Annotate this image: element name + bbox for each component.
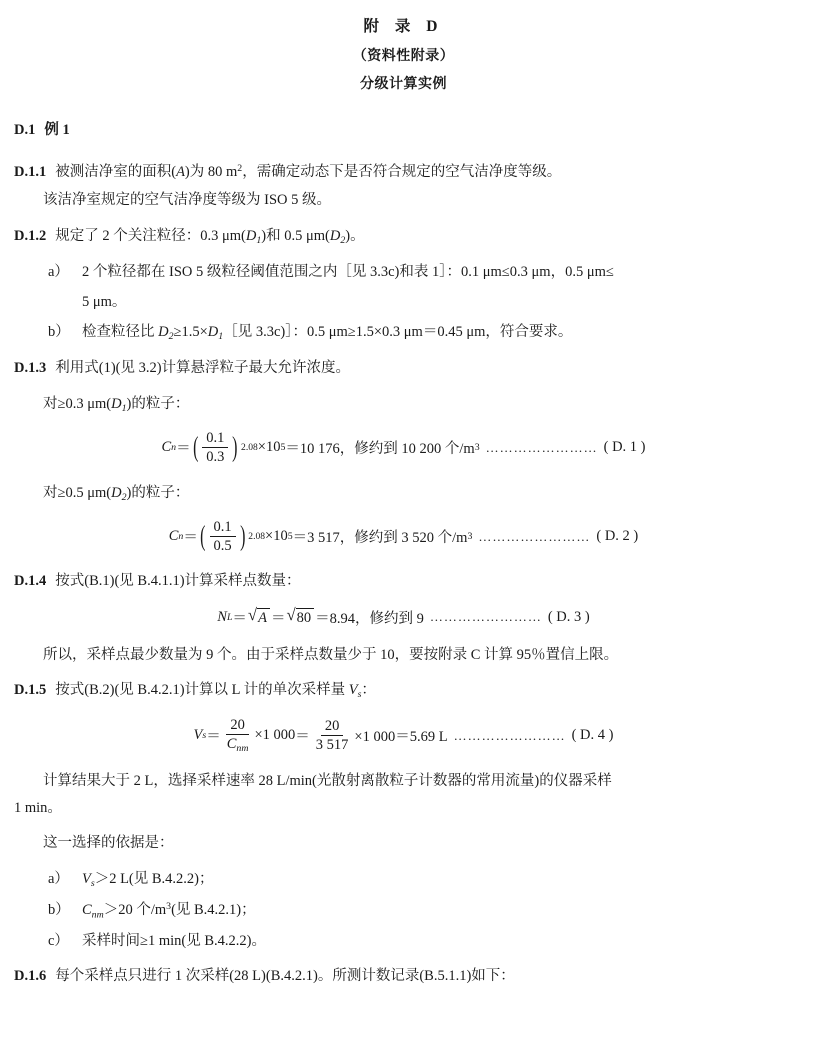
eq4-denominator-1 (223, 735, 253, 754)
eq1-fraction (202, 430, 228, 465)
clause-d1-5-continued-1 (14, 770, 793, 792)
sub-item-d15-a-label: a） (48, 870, 69, 887)
eq1-lhs-sub: n (171, 442, 177, 454)
eq2-result: ＝3 517，修约到 3 520 个/m (292, 530, 468, 547)
eq4-equals-2: ＝ (295, 729, 310, 746)
eq3-equals: ＝ (232, 610, 247, 627)
eq3-lhs-sub: L (226, 611, 233, 623)
eq1-times: ×10 (257, 439, 281, 456)
eq3-radicand-1: A (257, 608, 270, 627)
eq2-lhs-sub: n (178, 531, 184, 543)
eq4-equals: ＝ (206, 729, 221, 746)
clause-d1-1-continued: 该洁净室规定的空气洁净度等级为 ISO 5 级。 (43, 192, 331, 209)
d13-line1-a: 对≥0.3 μm( (43, 395, 112, 412)
equation-d1-body (161, 430, 645, 465)
clause-d1-1-text-a: 被测洁净室的面积( (55, 164, 177, 181)
var-D2-l2-sub: 2 (121, 491, 127, 503)
sub-item-a-text (82, 261, 793, 314)
appendix-name: 分级计算实例 (360, 77, 447, 92)
var-D1-l1-sub: 1 (121, 402, 127, 414)
clause-d1-5 (14, 679, 793, 702)
equation-d2-body (169, 519, 639, 554)
sub-item-a-line2: 5 μm。 (82, 294, 127, 311)
sub-item-b-text-a: 检查粒径比 (82, 324, 159, 341)
eq1-denominator: 0.3 (206, 449, 225, 466)
var-Cnm-sub: nm (91, 908, 104, 920)
eq4-denominator-sub: nm (236, 743, 249, 755)
clause-d1-3-text: 利用式(1)(见 3.2)计算悬浮粒子最大允许浓度。 (55, 360, 351, 377)
eq2-number: ( D. 2 ) (596, 528, 639, 545)
eq2-equals: ＝ (183, 530, 198, 547)
var-D1-b: D (207, 324, 219, 341)
clause-d1-2-sublist (14, 261, 793, 345)
equation-d1 (14, 430, 793, 465)
d15-cont-a: 计算结果大于 2 L，选择采样速率 28 L/min(光散射离散粒子计数器的常用流量)的仪器采样 (43, 773, 612, 790)
var-D1-l1: D (111, 395, 122, 412)
clause-d1-4-continued: 所以，采样点最少数量为 9 个。由于采样点数量少于 10，要按附录 C 计算 95％置信上限。 (43, 646, 619, 663)
d15-text-b: ： (361, 682, 376, 699)
eq1-power: 5 (280, 442, 286, 454)
equation-d3 (14, 607, 793, 628)
equation-d2 (14, 519, 793, 554)
sub-item-d15-a-text (82, 868, 793, 892)
clause-d1-5-number: D.1.5 (14, 682, 47, 699)
eq3-sqrt-A (248, 607, 270, 627)
eq2-times: ×10 (265, 528, 288, 545)
eq3-result: ＝8.94，修约到 9 (315, 610, 424, 627)
sub-item-b-text (82, 321, 793, 345)
clause-d1-3 (14, 357, 793, 379)
eq2-leader-dots: …………………… (478, 528, 591, 544)
sub-item-d15-b-text (82, 899, 793, 923)
var-Vs-sub: s (357, 689, 362, 701)
sub-item-a-label: a） (48, 263, 69, 280)
eq3-equals-2: ＝ (270, 610, 286, 627)
var-D2-sub: 2 (340, 234, 346, 246)
eq2-numerator: 0.1 (210, 519, 236, 537)
var-D2-b: D (158, 324, 169, 341)
appendix-heading (14, 14, 793, 93)
d13-line2-a: 对≥0.5 μm( (43, 484, 112, 501)
clause-d1-5-sublist (14, 868, 793, 953)
eq2-paren-right: ) (239, 520, 246, 553)
sub-item-d15-a (14, 868, 793, 892)
var-D1-sub: 1 (256, 234, 262, 246)
var-Cnm: C (82, 901, 92, 918)
sub-item-b-text-b: ≥1.5× (173, 324, 208, 341)
eq1-lhs: C (161, 439, 172, 456)
eq4-denominator-2: 3 517 (315, 737, 349, 754)
clause-d1-2-text (55, 225, 793, 248)
eq2-paren-group (198, 519, 247, 554)
appendix-type: （资料性附录） (352, 49, 455, 64)
clause-d1-3-line1 (14, 393, 793, 416)
eq1-exponent: 2.08 (241, 442, 258, 454)
sub-item-d15-a-rest: ＞2 L(见 B.4.2.2)； (94, 870, 214, 887)
sub-item-b-label: b） (48, 324, 70, 341)
clause-d1-6 (14, 965, 793, 987)
var-D2: D (329, 227, 341, 244)
sub-item-b-text-c: ［见 3.3c)］：0.5 μm≥1.5×0.3 μm＝0.45 μm，符合要求。 (223, 324, 573, 341)
clause-d1-1-number: D.1.1 (14, 164, 47, 181)
sub-item-d15-b-label: b） (48, 901, 70, 918)
clause-d1-1-text-c: ，需确定动态下是否符合规定的空气洁净度等级。 (242, 164, 562, 181)
eq2-paren-left: ( (200, 520, 206, 553)
sub-item-d15-b-rest: ＞20 个/m (103, 901, 167, 918)
clause-d1-2-number: D.1.2 (14, 227, 47, 244)
unit-exponent: 2 (237, 163, 243, 175)
sub-item-a (14, 261, 793, 314)
clause-d1-6-text: 每个采样点只进行 1 次采样(28 L)(B.4.2.1)。所测计数记录(B.5.1.1)如下： (55, 967, 515, 984)
eq1-paren-group (191, 430, 240, 465)
clause-d1-3-number: D.1.3 (14, 360, 47, 377)
sub-item-b (14, 321, 793, 345)
clause-d1-5-continued-3: 这一选择的依据是： (43, 835, 174, 852)
var-D1-b-sub: 1 (218, 331, 224, 343)
eq3-leader-dots: …………………… (429, 609, 542, 625)
eq1-paren-left: ( (192, 431, 199, 464)
clause-d1-4-text: 按式(B.1)(见 B.4.1.1)计算采样点数量： (55, 573, 301, 590)
var-Vs: V (348, 682, 358, 699)
eq2-exponent: 2.08 (248, 531, 266, 543)
eq1-number: ( D. 1 ) (603, 439, 646, 456)
eq4-denominator-var: C (226, 736, 237, 753)
var-D1: D (245, 227, 257, 244)
d13-line2-b: )的粒子： (126, 484, 190, 501)
clause-d1-4-number: D.1.4 (14, 573, 47, 590)
eq1-numerator: 0.1 (202, 430, 228, 448)
eq4-times-1: ×1 000 (254, 727, 296, 744)
var-D2-l2: D (111, 484, 122, 501)
sub-item-d15-b (14, 899, 793, 923)
eq4-lhs-sub: s (202, 730, 207, 742)
clause-d1-3-line2 (14, 482, 793, 505)
equation-d4 (14, 717, 793, 754)
eq3-number: ( D. 3 ) (547, 608, 590, 625)
eq4-times-2: ×1 000＝5.69 L (354, 729, 448, 746)
var-A: A (176, 164, 185, 181)
eq2-result-sup: 3 (467, 531, 473, 543)
clause-d1-1-text-b: )为 80 m (184, 164, 238, 181)
var-Vs-a-sub: s (90, 877, 95, 889)
eq3-radical-1: √ (247, 605, 258, 625)
clause-d1-2-text-b: )和 0.5 μm( (261, 227, 330, 244)
sub-item-d15-c-label: c） (48, 932, 69, 949)
eq3-radicand-2: 80 (296, 608, 315, 627)
clause-d1-5-text (55, 679, 793, 702)
eq1-paren-right: ) (232, 431, 238, 464)
sub-item-d15-b-sup: 3 (166, 900, 172, 912)
eq4-fraction-1 (223, 717, 253, 754)
clause-d1-1-text (55, 161, 793, 184)
d13-line1-b: )的粒子： (126, 395, 190, 412)
clause-d1-6-number: D.1.6 (14, 967, 47, 984)
eq4-number: ( D. 4 ) (571, 727, 614, 744)
clause-d1-2-text-c: )。 (345, 227, 365, 244)
appendix-title: 附 录 D (363, 18, 444, 35)
eq4-lhs: V (193, 727, 203, 744)
sub-item-d15-b-rest2: (见 B.4.2.1)； (171, 901, 256, 918)
eq2-power: 5 (287, 531, 293, 543)
eq2-denominator: 0.5 (213, 538, 232, 555)
var-Vs-a: V (82, 870, 91, 887)
eq3-lhs: N (217, 608, 227, 625)
section-d1 (14, 119, 793, 141)
clause-d1-5-continued-2: 1 min。 (14, 799, 62, 816)
eq2-fraction (210, 519, 236, 554)
eq1-equals: ＝ (176, 441, 191, 458)
var-D2-b-sub: 2 (168, 331, 174, 343)
eq1-result-sup: 3 (474, 442, 480, 454)
eq4-fraction-2 (312, 718, 353, 753)
eq3-radical-2: √ (286, 605, 296, 625)
section-d1-title: 例 1 (44, 122, 70, 138)
clause-d1-2 (14, 225, 793, 248)
section-d1-number: D.1 (14, 122, 36, 138)
clause-d1-1 (14, 161, 793, 184)
sub-item-d15-c-text: 采样时间≥1 min(见 B.4.2.2)。 (82, 932, 266, 949)
sub-item-a-line1: 2 个粒径都在 ISO 5 级粒径阈值范围之内［见 3.3c)和表 1］：0.1 μm≤0.3 μm，0.5 μm≤ (82, 263, 614, 280)
eq4-numerator-1: 20 (226, 717, 249, 735)
equation-d4-body (194, 717, 614, 754)
clause-d1-4 (14, 570, 793, 592)
eq2-lhs: C (168, 528, 179, 545)
clause-d1-2-text-a: 规定了 2 个关注粒径：0.3 μm( (55, 227, 246, 244)
eq4-numerator-2: 20 (321, 718, 344, 736)
d15-text-a: 按式(B.2)(见 B.4.2.1)计算以 L 计的单次采样量 (55, 682, 349, 699)
eq1-leader-dots: …………………… (485, 439, 598, 455)
equation-d3-body (217, 607, 589, 628)
eq4-leader-dots: …………………… (453, 727, 566, 743)
sub-item-d15-c (14, 930, 793, 953)
eq1-result: ＝10 176，修约到 10 200 个/m (285, 441, 475, 458)
eq3-sqrt-80 (286, 607, 314, 627)
